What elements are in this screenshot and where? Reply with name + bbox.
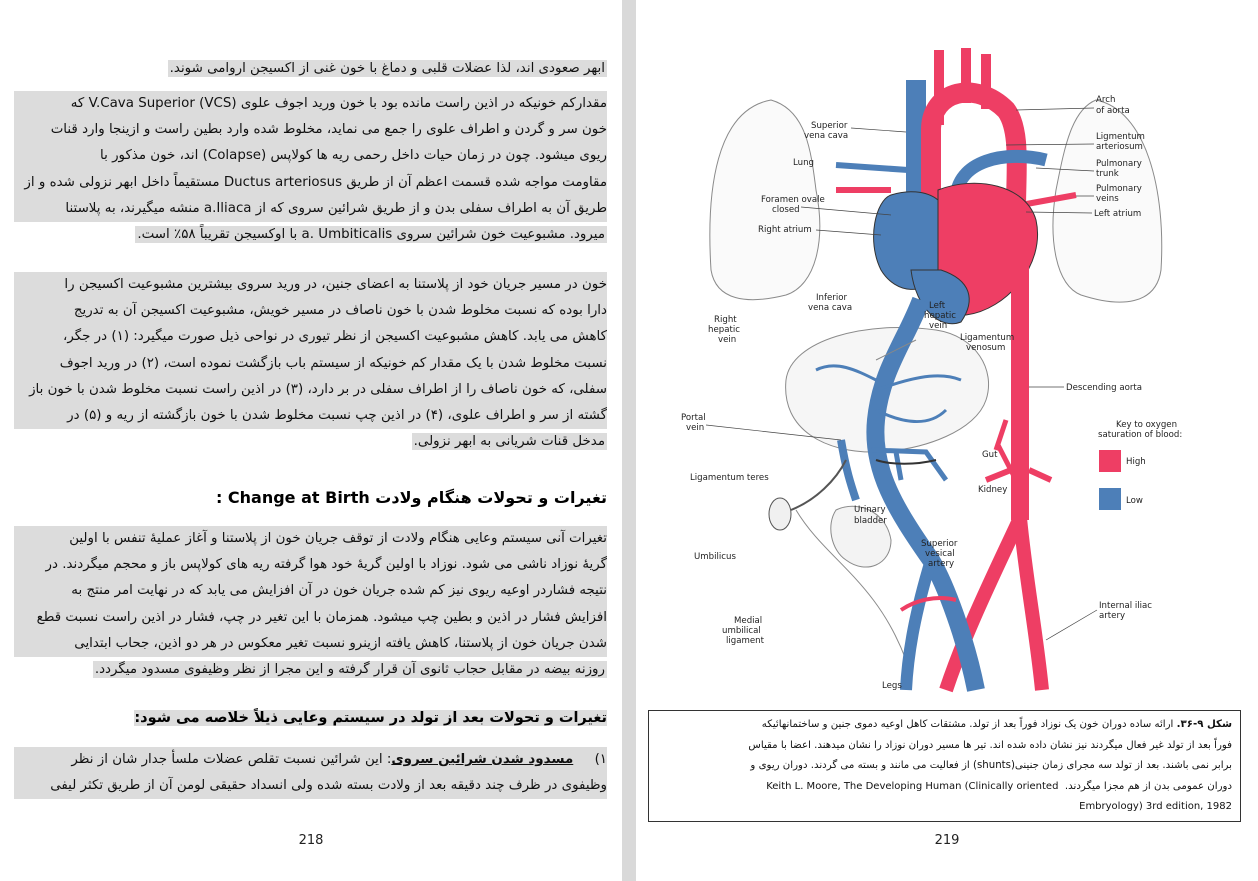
list-item-title: مسدود شدن شرائین سروی bbox=[391, 752, 574, 767]
aorta-bifurcation-left bbox=[1020, 518, 1042, 690]
pulmonary-artery-right bbox=[836, 165, 908, 170]
list-number: ۱) bbox=[594, 752, 607, 767]
page-number: 218 bbox=[298, 833, 324, 848]
label-left-hepatic-vein: Left bbox=[929, 301, 946, 311]
label-key-low: Low bbox=[1126, 496, 1143, 506]
left-page bbox=[0, 0, 622, 881]
section-heading-summary bbox=[134, 710, 607, 726]
paragraph-intro bbox=[14, 56, 607, 82]
text-line: افزایش فشار در اذین و بطین چپ میشود. همزمان با این تغیر در چپ، فشار در اذین راست نسبت قطع bbox=[14, 605, 607, 631]
text-line: روزنه بیضه در مقابل حجاب ثانوی آن قرار گرفته و این مجرا از نظر وظیفوی مسدود میگردد. bbox=[94, 661, 605, 677]
caption-reference: Keith L. Moore, The Developing Human (Clinically oriented bbox=[766, 780, 1059, 792]
text-line: خون سر و گردن و اطراف علوی را جمع می نماید، مخلوط شده وارد بطین راست و ازینجا وارد قنات bbox=[14, 117, 607, 143]
right-page bbox=[636, 0, 1258, 881]
text-line: مدخل قنات شریانی به ابهر نزولی. bbox=[413, 434, 605, 450]
label-urinary-bladder: Urinary bbox=[854, 505, 886, 515]
caption-text: دوران عمومی بدن از هم مجزا میگردند. bbox=[1064, 780, 1232, 792]
label-portal-vein-2: vein bbox=[686, 423, 705, 433]
label-medial-umbilical-ligament: Medial bbox=[734, 616, 763, 626]
key-swatch-low bbox=[1099, 488, 1121, 510]
label-gut: Gut bbox=[982, 450, 998, 460]
label-ligamentum-teres: Ligamentum teres bbox=[690, 473, 769, 483]
label-superior-vesical-artery: Superior bbox=[921, 539, 958, 549]
caption-reference-2: Embryology) 3rd edition, 1982 bbox=[1079, 801, 1232, 812]
ligamentum-teres-line bbox=[791, 460, 846, 510]
circulation-diagram bbox=[676, 40, 1236, 702]
label-left-hepatic-vein-2: hepatic bbox=[924, 311, 956, 321]
text-line: ریوی میشود. چون در زمان حیات داخل رحمی ریه ها کولاپس (Colapse) اند، خون مذکور با bbox=[14, 143, 607, 169]
figure-caption-box bbox=[648, 710, 1241, 822]
label-descending-aorta: Descending aorta bbox=[1066, 383, 1143, 393]
label-pulmonary-veins: Pulmonary bbox=[1096, 184, 1142, 194]
label-superior-vena-cava: Superior bbox=[811, 121, 848, 131]
caption-text: ارائه ساده دوران خون یک نوزاد فوراً بعد از تولد. مشتقات کاهل اوعیه دموی جنین و ساختمانهائیکه bbox=[761, 719, 1174, 730]
aorta-branch-3 bbox=[981, 54, 991, 109]
label-medial-umbilical-ligament-2: umbilical bbox=[722, 626, 761, 636]
label-superior-vena-cava-2: vena cava bbox=[804, 131, 849, 141]
label-ligamentum-venosum-2: venosum bbox=[966, 343, 1006, 353]
label-key-high: High bbox=[1126, 457, 1146, 467]
label-ligamentum-arteriosum: Ligmentum bbox=[1096, 132, 1145, 142]
label-legs: Legs bbox=[882, 681, 902, 691]
heading-text: تغیرات و تحولات بعد از تولد در سیستم وعایی ذیلاً خلاصه می شود: bbox=[134, 710, 607, 726]
label-pulmonary-trunk: Pulmonary bbox=[1096, 159, 1142, 169]
text-line: شدن جریان خون از پلاستنا، کاهش یافته ازینرو نسبت تغیر معکوس در هر دو اذین، جحاب ابتدایی bbox=[14, 631, 607, 657]
page-number: 219 bbox=[934, 833, 960, 848]
text-line: نتیجه فشاردر اوعیه ریوی نیز کم شده جریان خون در آن افزایش می یابد که در نهایت امر منتج به bbox=[14, 578, 607, 604]
label-right-atrium: Right atrium bbox=[758, 225, 812, 235]
label-left-hepatic-vein-3: vein bbox=[929, 321, 948, 331]
paragraph-vcs bbox=[14, 91, 607, 248]
label-inferior-vena-cava: Inferior bbox=[816, 293, 848, 303]
label-lung: Lung bbox=[793, 158, 814, 168]
label-key-title: Key to oxygen bbox=[1116, 420, 1178, 430]
caption-title: شکل ۹-۳۶. bbox=[1176, 719, 1232, 730]
label-internal-iliac-artery: Internal iliac bbox=[1099, 601, 1153, 611]
label-superior-vesical-artery-3: artery bbox=[928, 559, 955, 569]
label-kidney: Kidney bbox=[978, 485, 1008, 495]
label-right-hepatic-vein-2: hepatic bbox=[708, 325, 740, 335]
text-line: وظیفوی در ظرف چند دقیقه بعد از ولادت بسته شده ولی انسداد حقیقی لومن آن از طریق تکثر لیفی bbox=[14, 773, 607, 799]
aorta-branch-1 bbox=[934, 50, 944, 125]
text-line: ابهر صعودی اند، لذا عضلات قلبی و دماغ با خون غنی از اکسیجن اروامی شوند. bbox=[169, 61, 605, 76]
label-superior-vesical-artery-2: vesical bbox=[925, 549, 955, 559]
label-portal-vein: Portal bbox=[681, 413, 706, 423]
caption-line: فوراً بعد از تولد غیر فعال میگردند نیز نشان داده شده اند. تیر ها مسیر دوران نوزاد را نشان میدهند. اعضا با مقیاس bbox=[748, 739, 1232, 751]
label-arch-of-aorta-2: of aorta bbox=[1096, 106, 1130, 116]
text-line: گریهٔ نوزاد ناشی می شود. نوزاد با اولین گریهٔ خود هوا گرفته ریه های کولاپس باز و محجم میگردند. در bbox=[14, 552, 607, 578]
aorta-branch-2 bbox=[961, 48, 971, 103]
label-key-title-2: saturation of blood: bbox=[1098, 430, 1183, 440]
ivc-branch-left bbox=[906, 560, 931, 690]
list-item-text: : این شرائین نسبت تقلص عضلات ملسأ جدار شان از نظر bbox=[71, 752, 392, 767]
label-urinary-bladder-2: bladder bbox=[854, 516, 887, 526]
text-line: دارا بوده که نسبت مخلوط شدن با خون ناصاف در مسیر خویش، مشبوعیت اکسیجن آن به تدریج bbox=[14, 298, 607, 324]
text-line bbox=[14, 747, 607, 773]
text-line: کاهش می یابد. کاهش مشبوعیت اکسیجن از نظر تیوری در نواحی ذیل صورت میگیرد: (۱) در جگر، bbox=[14, 324, 607, 350]
list-item-umbilical-arteries bbox=[14, 747, 607, 799]
text-line: سفلی، که خون ناصاف را از اطراف سفلی در بر دارد، (۳) در اذین راست نسبت مخلوط شدن با خون باز bbox=[14, 377, 607, 403]
label-pulmonary-veins-2: veins bbox=[1096, 194, 1119, 204]
text-line: نسبت مخلوط شدن با یک مقدار کم خونیکه از سیستم باب بازگشت نموده است، (۲) در ورید اجوف bbox=[14, 351, 607, 377]
caption-line: برابر نمی باشند. بعد از تولد سه مجرای زمان جنینی(shunts) از فعالیت می مانند و بسته می گردند. دوران ریوی و bbox=[750, 760, 1232, 771]
text-line: میرود. مشبوعیت خون شرائین سروی a. Umbiticalis با اوکسیجن تقریباً ۵۸٪ است. bbox=[137, 226, 605, 242]
text-line: مقدارکم خونیکه در اذین راست مانده بود با خون ورید اجوف علوی V.Cava Superior (VCS) که bbox=[14, 91, 607, 117]
label-ligamentum-arteriosum-2: arteriosum bbox=[1096, 142, 1143, 152]
label-right-hepatic-vein: Right bbox=[714, 315, 737, 325]
text-line: مقاومت مواجه شده قسمت اعظم آن از طریق Ductus arteriosus مستقیماً داخل ابهر نزولی شده و از bbox=[14, 170, 607, 196]
paragraph-change-at-birth bbox=[14, 526, 607, 683]
label-ligamentum-venosum: Ligamentum bbox=[960, 333, 1015, 343]
umbilicus-disc bbox=[769, 498, 791, 530]
caption-line bbox=[657, 715, 1232, 736]
key-swatch-high bbox=[1099, 450, 1121, 472]
label-medial-umbilical-ligament-3: ligament bbox=[726, 636, 764, 646]
text-line: طریق آن به اطراف سفلی بدن و از طریق شرائین سروی که از a.Iliaca منشه میگیرند، به پلاستنا bbox=[14, 196, 607, 222]
label-arch-of-aorta: Arch bbox=[1096, 95, 1116, 105]
text-line: خون در مسیر جریان خود از پلاستنا به اعضای جنین، در ورید سروی بیشترین مشبوعیت اکسیجن را bbox=[14, 272, 607, 298]
label-umbilicus: Umbilicus bbox=[694, 552, 736, 562]
label-right-hepatic-vein-3: vein bbox=[718, 335, 737, 345]
page-gutter bbox=[622, 0, 636, 881]
label-inferior-vena-cava-2: vena cava bbox=[808, 303, 853, 313]
section-heading-change-at-birth: تغیرات و تحولات هنگام ولادت Change at Birth : bbox=[215, 488, 607, 507]
label-pulmonary-trunk-2: trunk bbox=[1096, 169, 1119, 179]
paragraph-oxygen-saturation bbox=[14, 272, 607, 455]
text-line: گشته از سر و اطراف علوی، (۴) در اذین چپ نسبت مخلوط شدن با خون بازگشته از ریه و (۵) در bbox=[14, 403, 607, 429]
text-line: تغیرات آنی سیستم وعایی هنگام ولادت از توقف جریان خون از پلاستنا و آغاز عملیهٔ تنفس با اولین bbox=[14, 526, 607, 552]
label-foramen-ovale: Foramen ovale bbox=[761, 195, 825, 205]
label-left-atrium: Left atrium bbox=[1094, 209, 1142, 219]
caption-line bbox=[657, 777, 1232, 798]
label-foramen-ovale-2: closed bbox=[772, 205, 800, 215]
label-internal-iliac-artery-2: artery bbox=[1099, 611, 1126, 621]
